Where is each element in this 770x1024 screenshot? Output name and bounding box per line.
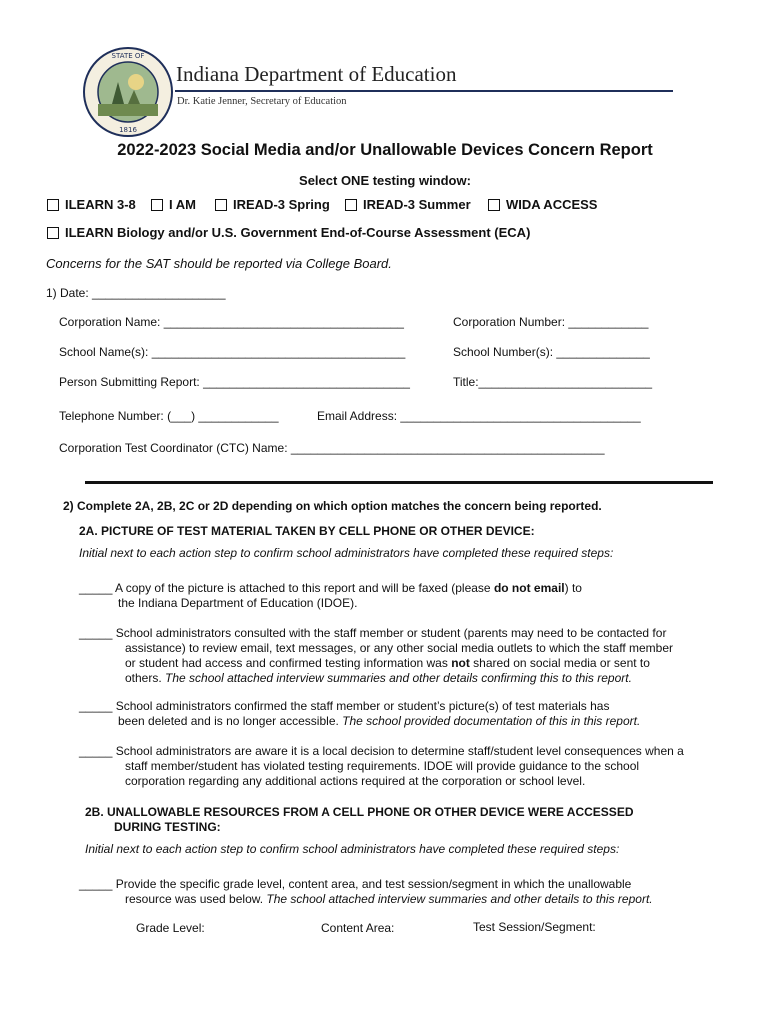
header-rule <box>175 90 673 92</box>
svg-text:1816: 1816 <box>119 126 137 134</box>
sat-note: Concerns for the SAT should be reported via College Board. <box>46 256 392 271</box>
step-2b-1: _____ Provide the specific grade level, content area, and test session/segment in which the unallowable resource was used below. The school attached interview summaries and other details to this report. <box>79 877 653 906</box>
checkbox-label: ILEARN Biology and/or U.S. Government End-of-Course Assessment (ECA) <box>65 225 531 240</box>
step-2a-1: _____ A copy of the picture is attached to this report and will be faxed (please do not email) to the Indiana Department of Education (IDOE). <box>79 581 582 610</box>
svg-text:STATE OF: STATE OF <box>111 52 145 60</box>
section-2b-instruction: Initial next to each action step to confirm school administrators have completed these required steps: <box>85 842 620 856</box>
checkbox-label: I AM <box>169 197 196 212</box>
secretary-line: Dr. Katie Jenner, Secretary of Education <box>177 96 347 107</box>
step-2a-4: _____ School administrators are aware it is a local decision to determine staff/student level consequences when a staff member/student has violated testing requirements. IDOE will provide guidance to the school corporation regarding any additional actions required at the corporation or school level. <box>79 744 684 788</box>
checkbox-iread-summer[interactable] <box>345 197 471 212</box>
checkbox-iread-spring[interactable] <box>215 197 330 212</box>
content-area-label: Content Area: <box>321 921 395 935</box>
title-field[interactable]: Title:__________________________ <box>453 375 653 389</box>
corporation-name-field[interactable]: Corporation Name: ____________________________________ <box>59 315 404 329</box>
test-session-label: Test Session/Segment: <box>473 920 596 934</box>
checkbox-ilearn-eca[interactable] <box>47 225 530 240</box>
section-2a-instruction: Initial next to each action step to confirm school administrators have completed these required steps: <box>79 546 614 560</box>
checkbox-label: WIDA ACCESS <box>506 197 598 212</box>
checkbox-box[interactable] <box>47 199 59 211</box>
school-names-field[interactable]: School Name(s): ______________________________________ <box>59 345 406 359</box>
grade-level-label: Grade Level: <box>136 921 205 935</box>
section-2a-heading: 2A. PICTURE OF TEST MATERIAL TAKEN BY CELL PHONE OR OTHER DEVICE: <box>79 524 535 538</box>
report-title: 2022-2023 Social Media and/or Unallowable Devices Concern Report <box>117 141 653 159</box>
indiana-state-seal <box>82 46 174 138</box>
section-divider <box>85 481 713 484</box>
date-field[interactable]: 1) Date: ____________________ <box>46 286 226 300</box>
checkbox-label: IREAD-3 Summer <box>363 197 471 212</box>
checkbox-box[interactable] <box>215 199 227 211</box>
section-2-heading: 2) Complete 2A, 2B, 2C or 2D depending on which option matches the concern being reported. <box>63 499 602 513</box>
step-2a-2: _____ School administrators consulted with the staff member or student (parents may need to be contacted for assistance) to review email, text messages, or any other social media outlets to which the staff member or student had access and confirmed testing information was not shared on social media or sent to others. The school attached interview summaries and other details confirming this to this report. <box>79 626 674 685</box>
checkbox-label: ILEARN 3-8 <box>65 197 136 212</box>
ctc-name-field[interactable]: Corporation Test Coordinator (CTC) Name: _______________________________________________ <box>59 441 605 455</box>
checkbox-wida-access[interactable] <box>488 197 597 212</box>
checkbox-label: IREAD-3 Spring <box>233 197 330 212</box>
checkbox-box[interactable] <box>488 199 500 211</box>
step-2a-3: _____ School administrators confirmed the staff member or student’s picture(s) of test materials has been deleted and is no longer accessible. The school provided documentation of this in this report. <box>79 699 641 728</box>
section-2b-heading-cont: DURING TESTING: <box>114 820 221 834</box>
agency-name: Indiana Department of Education <box>176 62 457 86</box>
school-numbers-field[interactable]: School Number(s): ______________ <box>453 345 650 359</box>
telephone-field[interactable]: Telephone Number: (___) ____________ <box>59 409 279 423</box>
person-submitting-field[interactable]: Person Submitting Report: _______________________________ <box>59 375 410 389</box>
email-field[interactable]: Email Address: ____________________________________ <box>317 409 641 423</box>
checkbox-box[interactable] <box>345 199 357 211</box>
section-2b-heading: 2B. UNALLOWABLE RESOURCES FROM A CELL PHONE OR OTHER DEVICE WERE ACCESSED <box>85 805 634 819</box>
corporation-number-field[interactable]: Corporation Number: ____________ <box>453 315 649 329</box>
checkbox-ilearn-3-8[interactable] <box>47 197 136 212</box>
select-window-label: Select ONE testing window: <box>299 173 471 188</box>
checkbox-box[interactable] <box>151 199 163 211</box>
checkbox-i-am[interactable] <box>151 197 196 212</box>
checkbox-box[interactable] <box>47 227 59 239</box>
